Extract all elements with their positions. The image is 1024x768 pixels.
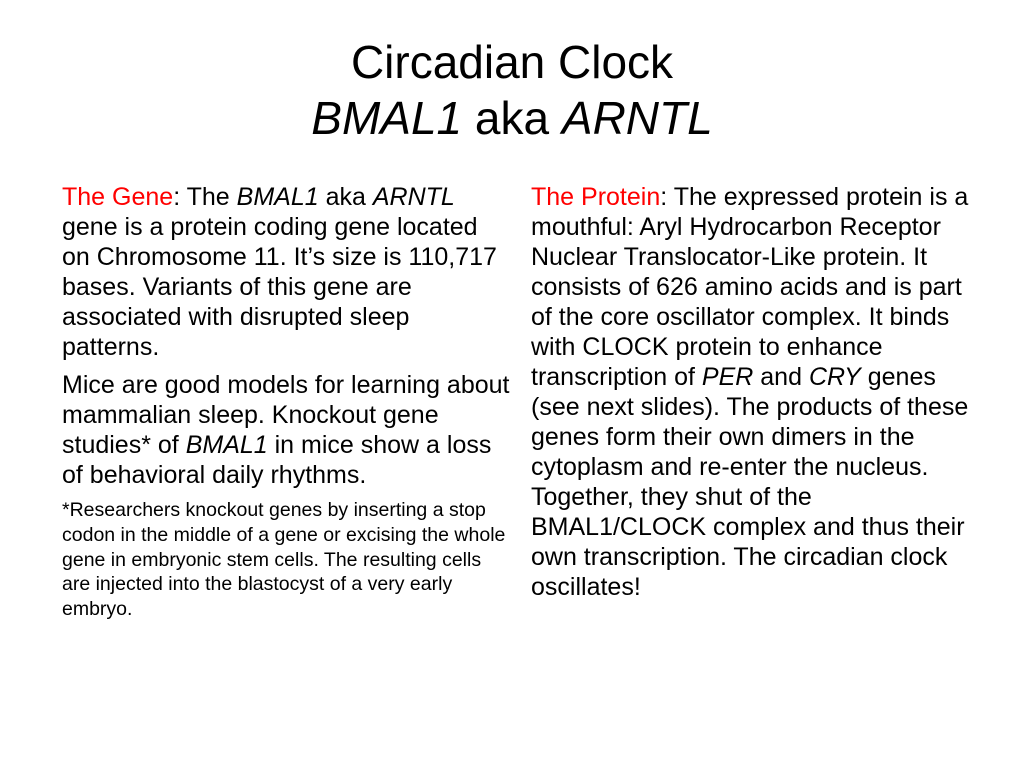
left-column bbox=[62, 182, 510, 630]
protein-text-1: : The expressed protein is a mouthful: Aryl Hydrocarbon Receptor Nuclear Translocator-Like protein. It consists of 626 amino acids and is part of the core oscillator complex. It binds with CLOCK protein to enhance transcription of bbox=[531, 183, 969, 391]
title-line-1: Circadian Clock bbox=[350, 36, 674, 88]
gene-italic-arntl: ARNTL bbox=[372, 183, 455, 211]
gene-italic-bmal1: BMAL1 bbox=[236, 183, 319, 211]
title-aka: aka bbox=[462, 92, 562, 144]
protein-label: The Protein bbox=[531, 183, 661, 211]
protein-text-2: and bbox=[753, 363, 809, 391]
slide-title bbox=[0, 34, 1024, 146]
protein-italic-per: PER bbox=[701, 363, 754, 391]
gene-text-2: aka bbox=[318, 183, 373, 211]
title-gene-bmal1: BMAL1 bbox=[311, 92, 463, 144]
gene-text-3: gene is a protein coding gene located on Chromosome 11. It’s size is 110,717 bases. Variants of this gene are associated with disrupted sleep patterns. bbox=[62, 213, 497, 361]
gene-paragraph bbox=[62, 182, 510, 362]
right-column bbox=[531, 182, 971, 610]
footnote: *Researchers knockout genes by inserting a stop codon in the middle of a gene or excising the whole gene in embryonic stem cells. The resulting cells are injected into the blastocyst of a very early embryo. bbox=[62, 499, 506, 621]
protein-italic-cry: CRY bbox=[808, 363, 861, 391]
mice-text-2: in mice show a loss of behavioral daily rhythms. bbox=[62, 431, 492, 489]
mice-paragraph bbox=[62, 370, 510, 490]
mice-text-1: Mice are good models for learning about mammalian sleep. Knockout gene studies* of bbox=[62, 371, 510, 459]
title-line-2 bbox=[0, 90, 1024, 146]
gene-text-1: : The bbox=[173, 183, 237, 211]
mice-italic-bmal1: BMAL1 bbox=[185, 431, 268, 459]
gene-label: The Gene bbox=[62, 183, 174, 211]
protein-text-3: genes (see next slides). The products of these genes form their own dimers in the cytoplasm and re-enter the nucleus. Together, they shut of the BMAL1/CLOCK complex and thus their own transcription. The circadian clock oscillates! bbox=[531, 363, 969, 601]
protein-paragraph bbox=[531, 182, 971, 602]
title-gene-arntl: ARNTL bbox=[561, 92, 713, 144]
